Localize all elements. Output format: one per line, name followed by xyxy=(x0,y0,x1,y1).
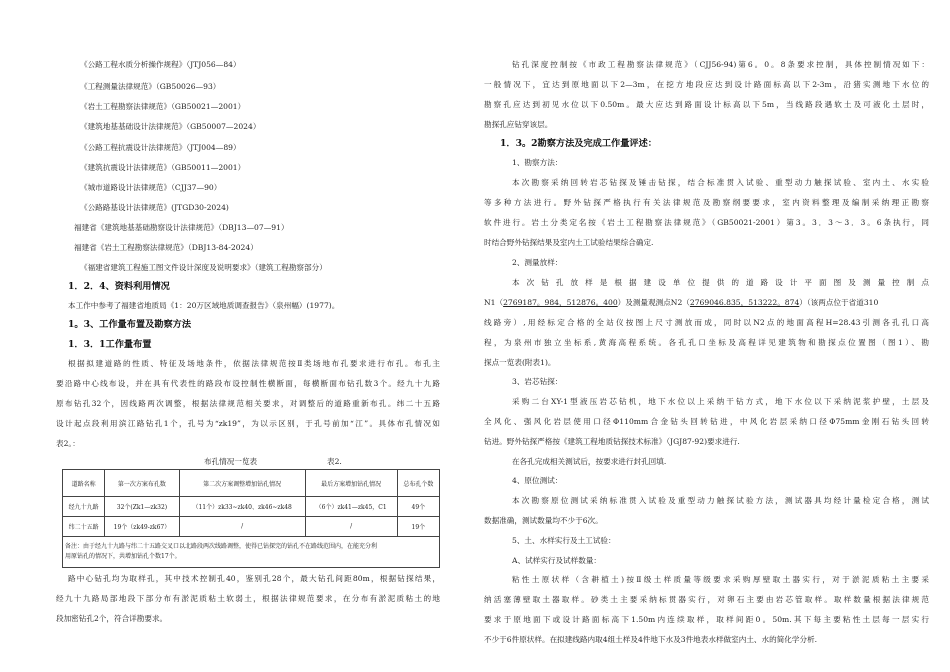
paragraph-line: 要求于原地面下或设计路面标高下1.50m内连续取样，取样间距0。50m.其下每主要粘性土层每一层实行 xyxy=(484,615,929,624)
paragraph-line: 路中心钻孔均为取样孔，其中技术控制孔40，鉴别孔28个，最大钻孔间距80m，根据钻探结果， xyxy=(68,574,440,583)
control-point-n1-coords: 2769187。984，512876。400 xyxy=(503,298,618,307)
text-run: N1（ xyxy=(484,298,504,307)
subsection-heading: 2、测量放样： xyxy=(512,258,563,267)
section-heading-1-3: 1。3、工作量布置及勘察方法 xyxy=(68,319,192,330)
table-cell: / xyxy=(305,517,397,537)
paragraph-line: 探点一览表(附表1)。 xyxy=(484,358,556,367)
paragraph-line: 本次勘察采纳回转岩芯钻探及锤击钻探，结合标准贯入试验、重型动力触探试验、室内土、水实验 xyxy=(512,178,929,187)
section-heading-1-3-1: 1．3．1工作量布置 xyxy=(68,339,152,350)
paragraph-line: 不少于6件原状样。在拟建线路内取4组土样及4件地下水及3件地表水样做室内土、水的简化学分析. xyxy=(484,635,818,644)
control-point-n2-coords: 2769046.835，513222。874 xyxy=(689,298,800,307)
paragraph-line: 纳活塞薄壁取土器取样。砂类土主要采纳标贯器实行，对卵石主要由岩芯管取样。取样数量根据法律规范 xyxy=(484,595,929,604)
ref-item: 《公路工程水质分析操作规程》（JTJ056—84） xyxy=(80,60,241,69)
paragraph-line xyxy=(484,298,878,308)
paragraph-line: 钻孔深度控制按《市政工程勘察法律规范》（CJJ56-94)第6。0。8条要求控制，具体控制情况如下： xyxy=(512,60,929,69)
table-cell: 19个 xyxy=(397,517,439,537)
table-title: 布孔情况一览表 xyxy=(204,457,258,466)
section-heading-1-3-2: 1．3。2勘察方法及完成工作量评述： xyxy=(500,138,657,149)
paragraph-line: 粘性土原状样（含耕植土)按Ⅱ级土样质量等级要求采购厚壁取土器实行，对于淤泥质粘土主要采 xyxy=(512,575,929,584)
paragraph-line: 段加密钻孔2个，符合详勘要求。 xyxy=(56,614,168,623)
paragraph-line: 原布钻孔32个，因线路两次调整，根据法律规范相关要求，对调整后的道路重新布孔。纬二十五路 xyxy=(56,399,440,408)
text-run: ）（该两点位于省道310 xyxy=(799,298,879,307)
paragraph-line: 线路旁）,用经标定合格的全站仪按图上尺寸测放而成，同时以N2点的地面高程H=28.43引测各孔孔口高 xyxy=(484,318,929,327)
paragraph-line: 表2。： xyxy=(56,439,80,448)
paragraph: 本工作中参考了福建省地质局《1：20万区域地质调查报告》（泉州幅）(1977)。 xyxy=(68,301,340,310)
table-cell: 19个（zk49-zk67） xyxy=(105,517,179,537)
table-note-row xyxy=(63,537,440,568)
table-note-line: 备注：由于经九十九路与纬二十五路交叉口以北路段两次线路调整，使得已钻探完的钻孔不在路线范围内，在能充分利 xyxy=(65,543,378,550)
paragraph-line: 一般情况下，宜达到原地面以下2—3m，在挖方地段应达到设计路面标高以下2-3m，沿猪实测地下水位的 xyxy=(484,80,929,89)
subsection-heading: 5、土、水样实行及土工试验： xyxy=(512,536,616,545)
section-heading-1-2-4: 1．2．4、资料利用情况 xyxy=(68,281,170,292)
table-header-row xyxy=(63,470,440,497)
ref-item: 《公路工程抗震设计法律规范》（JTJ004—89） xyxy=(80,143,241,152)
paragraph-line: 勘探孔应钻穿该层。 xyxy=(484,120,553,129)
table-cell: 32个(Zk1—zk32) xyxy=(105,497,179,517)
table-header-cell: 第二次方案调整增加钻孔情况 xyxy=(179,470,305,497)
paragraph-line: 勘察孔应达到初见水位以下0.50m。最大应达到路面设计标高以下5m，当线路段遇软土及可液化土层时， xyxy=(484,100,929,109)
ref-item: 《工程测量法律规范》（GB50026—93） xyxy=(80,82,221,91)
table-cell: 纬二十五路 xyxy=(63,517,105,537)
table-header-cell: 总布孔个数 xyxy=(397,470,439,497)
table-cell: （11个）zk33~zk40、zk46~zk48 xyxy=(179,497,305,517)
paragraph-line: 经九十九路局部地段下部分布有淤泥质粘土软弱土，根据法律规范要求，在分布有淤泥质粘土的地 xyxy=(56,594,440,603)
subsection-heading: 1、勘察方法： xyxy=(512,158,563,167)
paragraph-line: 设计起点段利用滨江路钻孔1个，孔号为“zk19”，为以示区别，于孔号前加“江”。具体布孔情况如 xyxy=(56,419,440,428)
paragraph-line: 在各孔完成相关测试后，按要求进行封孔回填. xyxy=(512,457,667,466)
table-cell: 49个 xyxy=(397,497,439,517)
ref-item: 《建筑地基基础设计法律规范》（GB50007—2024） xyxy=(80,122,261,131)
table-row xyxy=(63,497,440,517)
paragraph-line: 全风化、强风化岩层使用口径Φ110mm合金钻头回转钻进，中风化岩层采纳口径Φ75mm金刚石钻头回转 xyxy=(484,417,929,426)
boring-summary-table xyxy=(62,469,440,568)
ref-item: 福建省《建筑地基基础勘察设计法律规范》（DBJ13—07—91） xyxy=(74,223,289,232)
ref-item: 《岩土工程勘察法律规范》（GB50021—2001） xyxy=(80,102,246,111)
table-label: 表2. xyxy=(327,457,342,466)
table-header-cell: 第一次方案布孔数 xyxy=(105,470,179,497)
paragraph-line: 数据准确，测试数量均不少于6次。 xyxy=(484,516,603,525)
paragraph-line: 本次勘察原位测试采纳标准贯入试验及重型动力触探试验方法，测试器具均经计量检定合格，测试 xyxy=(512,496,929,505)
table-cell: （6个）zk41—zk45，C1 xyxy=(305,497,397,517)
table-note-line: 用原钻孔的情况下，共增加钻孔个数17个。 xyxy=(65,553,181,560)
text-run: ）及测量观测点N2（ xyxy=(617,298,690,307)
table-row xyxy=(63,517,440,537)
table-note xyxy=(63,537,440,568)
paragraph-line: 程，为泉州市独立坐标系,黄海高程系统。各孔孔口坐标及高程详见建筑物和勘探点位置图（图1）、勘 xyxy=(484,338,929,347)
paragraph-line: 采购二台XY-1型液压岩芯钻机，地下水位以上采纳干钻方式，地下水位以下采纳泥浆护壁，土层及 xyxy=(512,397,929,406)
subsection-heading: 4、原位测试： xyxy=(512,476,563,485)
paragraph-line: 根据拟建道路的性质、特征及场地条件，依据法律规范按Ⅱ类场地布孔要求进行布孔。布孔主 xyxy=(68,359,440,368)
paragraph-line: 时结合野外钻探结果及室内土工试验结果综合确定. xyxy=(484,238,654,247)
table-header-cell: 道路名称 xyxy=(63,470,105,497)
paragraph-line: 软件进行。岩土分类定名按《岩土工程勘察法律规范》（GB50021-2001）第3。3．3～3．3。6条执行，同 xyxy=(484,218,929,227)
paragraph-line: 等多种方法进行。野外钻探严格执行有关法律规范及勘察纲要要求，室内资料整理及编制采纳理正勘察 xyxy=(484,198,929,207)
ref-item: 《公路路基设计法律规范》(JTGD30-2024) xyxy=(80,203,229,212)
paragraph-line: 本 次 钻 孔 放 样 是 根 据 建 设 单 位 提 供 的 道 路 设 计 平 面 图 及 测 量 控 制 点 xyxy=(512,278,929,287)
ref-item: 福建省《岩土工程勘察法律规范》（DBJ13-84-2024） xyxy=(74,243,258,252)
subsection-heading: A、试样实行及试样数量： xyxy=(512,556,602,565)
table-header-cell: 最后方案增加钻孔情况 xyxy=(305,470,397,497)
ref-item: 《城市道路设计法律规范》（CJJ37—90） xyxy=(80,183,222,192)
subsection-heading: 3、岩芯钻探： xyxy=(512,377,563,386)
table-cell: / xyxy=(179,517,305,537)
paragraph-line: 钻进。野外钻探严格按《建筑工程地质钻探技术标准》（JGJ87-92)要求进行. xyxy=(484,437,740,446)
table-cell: 经九十九路 xyxy=(63,497,105,517)
ref-item: 《建筑抗震设计法律规范》（GB50011—2001） xyxy=(80,163,246,172)
ref-item: 《福建省建筑工程施工图文件设计深度及说明要求》（建筑工程勘察部分） xyxy=(80,263,327,272)
paragraph-line: 要沿路中心线布设，并在具有代表性的路段布设控制性横断面，每横断面布钻孔数3个。经九十九路 xyxy=(56,379,440,388)
